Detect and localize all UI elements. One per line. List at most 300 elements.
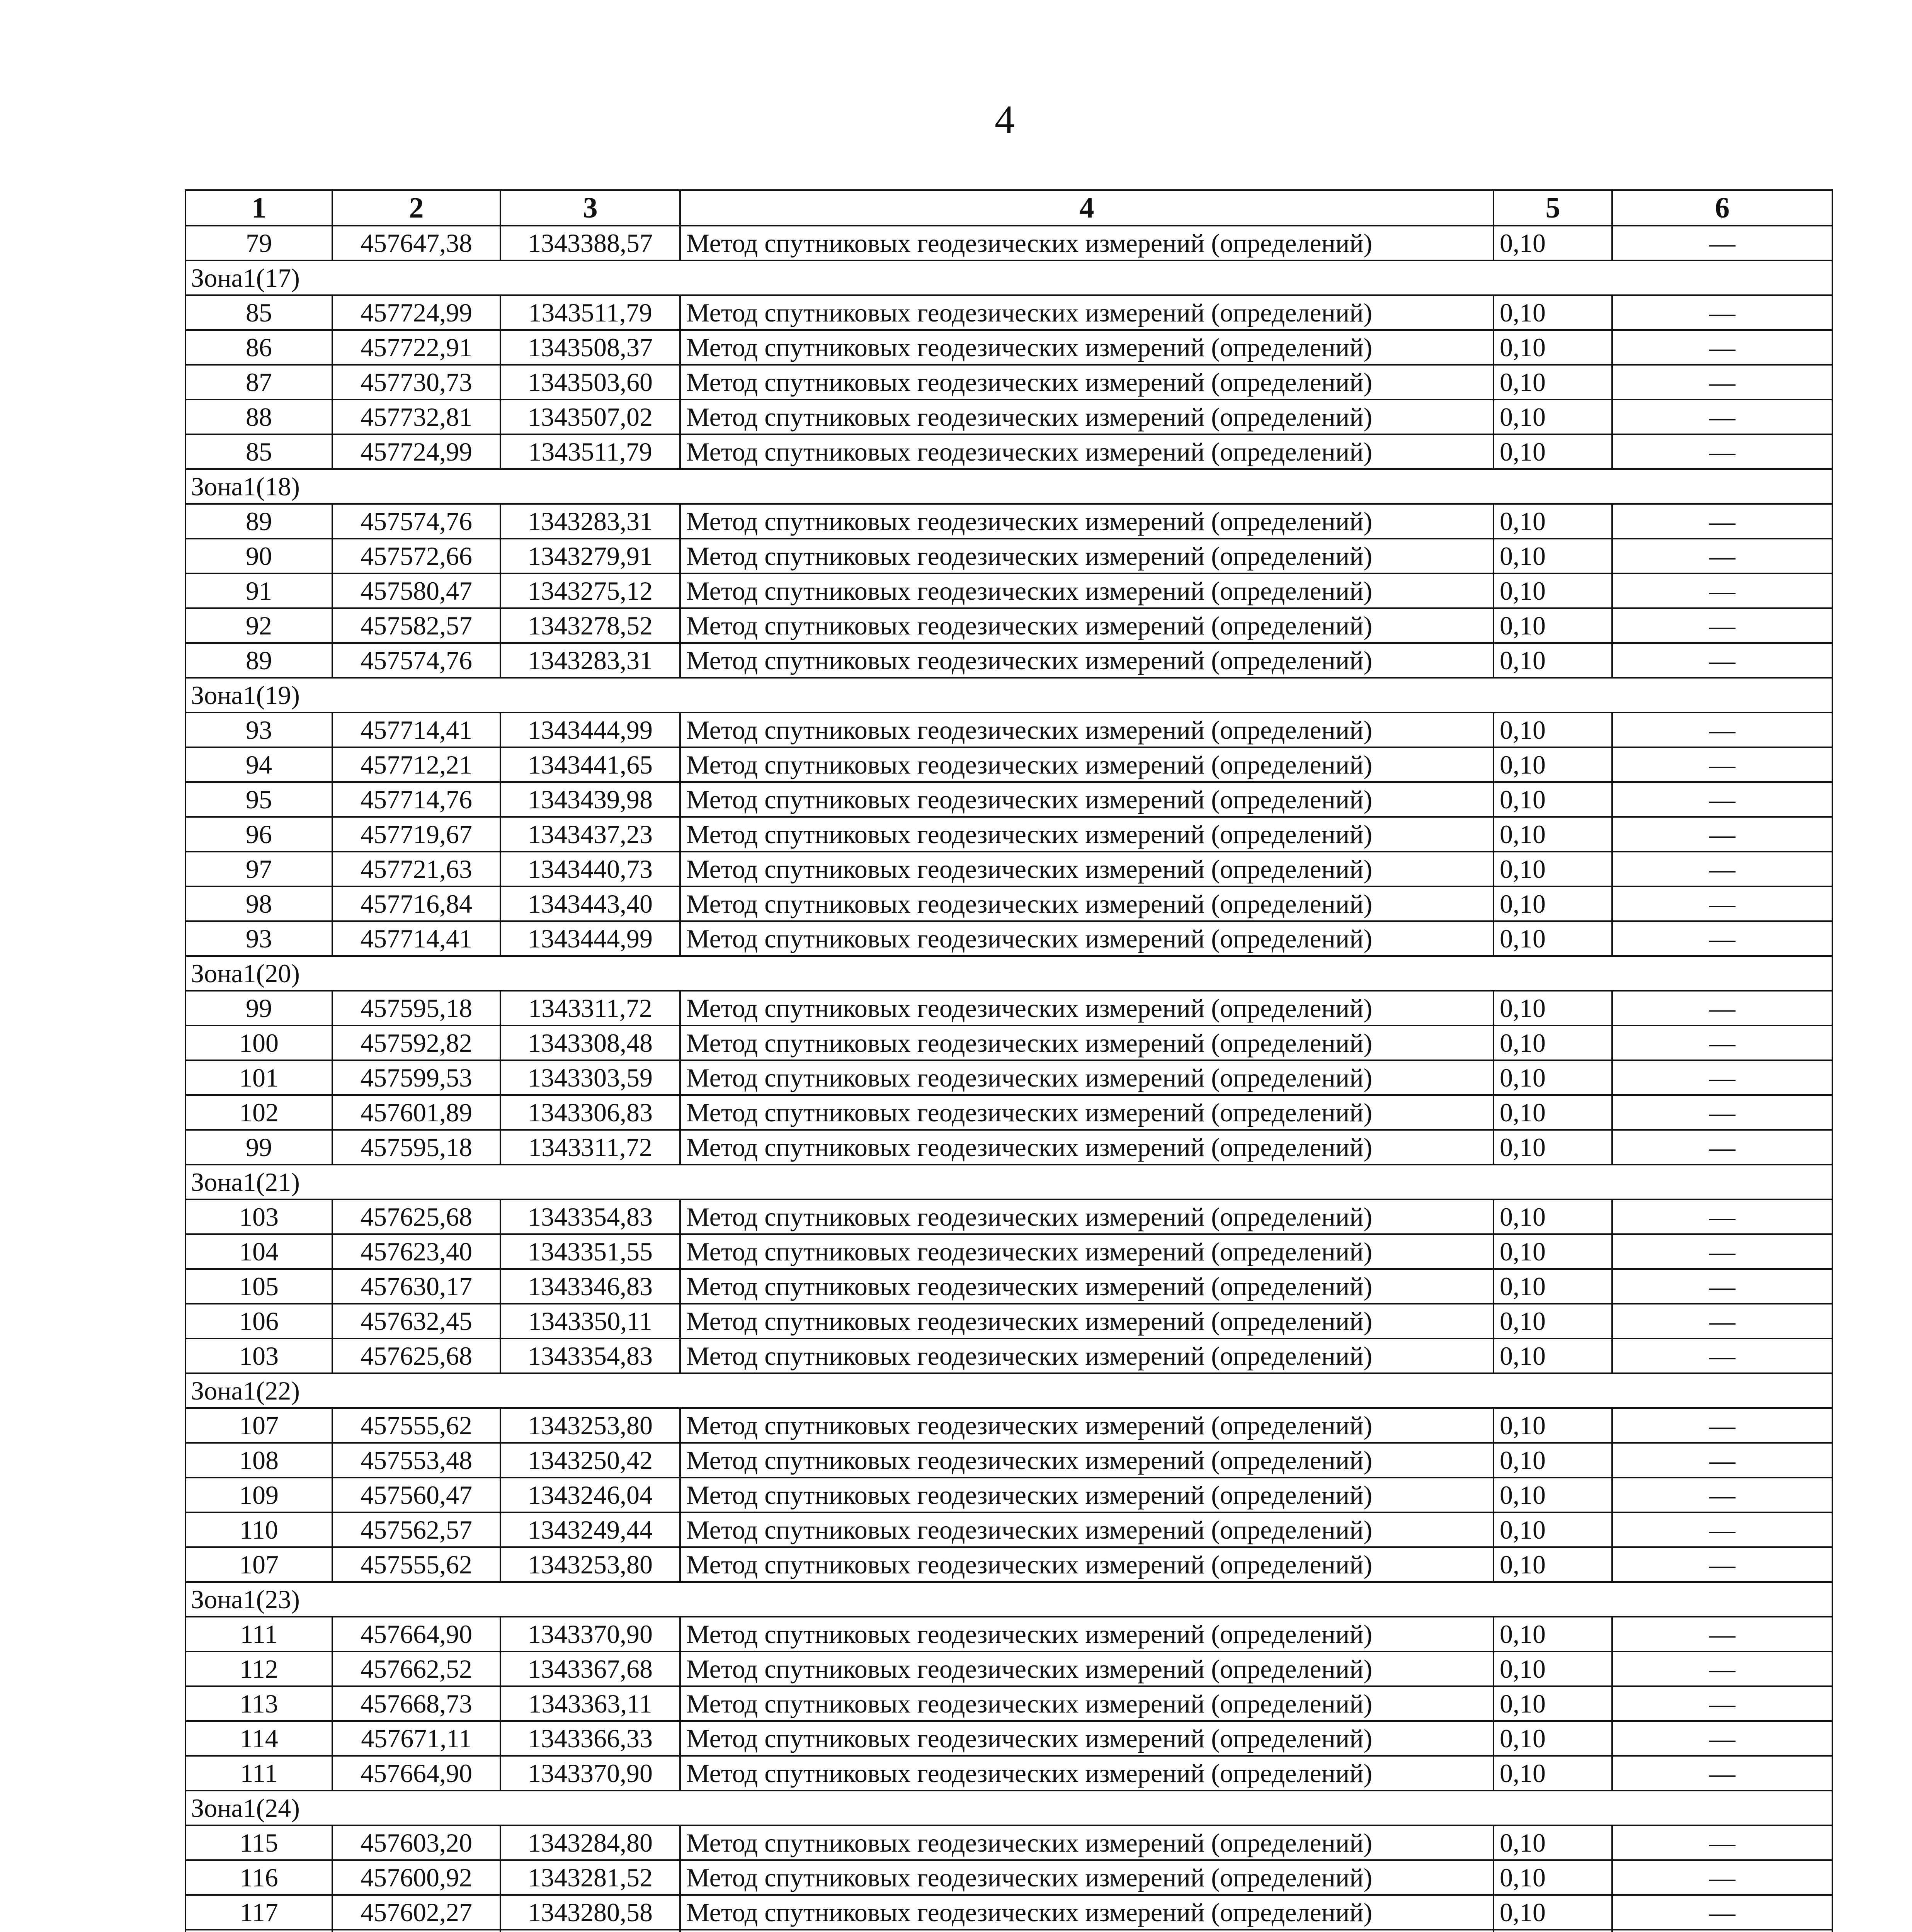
method-cell: Метод спутниковых геодезических измерений (определений) [680,1756,1494,1791]
point-number: 104 [185,1234,332,1269]
coordinate-x: 457595,18 [332,1130,500,1165]
coordinate-x: 457625,68 [332,1199,500,1234]
coordinate-x: 457592,82 [332,1026,500,1060]
table-row [185,1095,1832,1130]
point-number [185,1930,332,1932]
note-cell: — [1612,434,1832,469]
coordinate-x: 457647,38 [332,226,500,260]
coordinate-y: 1343350,11 [500,1304,680,1338]
note-cell: — [1612,747,1832,782]
accuracy-cell: 0,10 [1494,1547,1612,1582]
point-number: 111 [185,1617,332,1651]
table-row [185,1512,1832,1547]
note-cell: — [1612,504,1832,539]
method-cell: Метод спутниковых геодезических измерений (определений) [680,1199,1494,1234]
method-cell: Метод спутниковых геодезических измерений (определений) [680,991,1494,1026]
coordinate-y: 1343370,90 [500,1756,680,1791]
method-cell: Метод спутниковых геодезических измерений (определений) [680,1304,1494,1338]
accuracy-cell: 0,10 [1494,1338,1612,1373]
note-cell: — [1612,1617,1832,1651]
note-cell: — [1612,573,1832,608]
coordinate-y: 1343311,72 [500,991,680,1026]
accuracy-cell: 0,10 [1494,852,1612,886]
point-number: 116 [185,1860,332,1895]
accuracy-cell: 0,10 [1494,817,1612,852]
coordinate-y: 1343366,33 [500,1721,680,1756]
accuracy-cell: 0,10 [1494,1721,1612,1756]
accuracy-cell: 0,10 [1494,1825,1612,1860]
accuracy-cell: 0,10 [1494,1478,1612,1512]
table-row [185,1860,1832,1895]
point-number: 93 [185,713,332,747]
method-cell: Метод спутниковых геодезических измерений (определений) [680,1478,1494,1512]
coordinate-y: 1343351,55 [500,1234,680,1269]
zone-row [185,1373,1832,1408]
coordinate-x: 457722,91 [332,330,500,365]
table-row [185,1443,1832,1478]
coordinate-y: 1343437,23 [500,817,680,852]
coordinate-y: 1343354,83 [500,1338,680,1373]
coordinate-y: 1343439,98 [500,782,680,817]
note-cell: — [1612,1443,1832,1478]
coordinate-x: 457630,17 [332,1269,500,1304]
coordinate-y: 1343508,37 [500,330,680,365]
accuracy-cell: 0,10 [1494,295,1612,330]
point-number: 93 [185,921,332,956]
table-row [185,1060,1832,1095]
coordinate-y: 1343283,31 [500,504,680,539]
coordinate-x: 457602,27 [332,1895,500,1930]
accuracy-cell: 0,10 [1494,1860,1612,1895]
table-row [185,1825,1832,1860]
note-cell: — [1612,1408,1832,1443]
note-cell: — [1612,852,1832,886]
method-cell: Метод спутниковых геодезических измерений (определений) [680,1408,1494,1443]
note-cell: — [1612,330,1832,365]
coordinate-y: 1343444,99 [500,921,680,956]
table-row [185,1199,1832,1234]
note-cell: — [1612,1512,1832,1547]
coordinate-y: 1343281,52 [500,1860,680,1895]
accuracy-cell [1494,1930,1612,1932]
table-row [185,991,1832,1026]
point-number: 94 [185,747,332,782]
coordinate-x: 457632,45 [332,1304,500,1338]
note-cell: — [1612,1547,1832,1582]
table-row [185,226,1832,260]
method-cell: Метод спутниковых геодезических измерений (определений) [680,1860,1494,1895]
coordinate-y: 1343441,65 [500,747,680,782]
coordinate-x: 457600,92 [332,1860,500,1895]
coordinate-x: 457721,63 [332,852,500,886]
accuracy-cell: 0,10 [1494,1199,1612,1234]
accuracy-cell: 0,10 [1494,1269,1612,1304]
coordinate-y: 1343250,42 [500,1443,680,1478]
coordinate-y: 1343511,79 [500,295,680,330]
point-number: 106 [185,1304,332,1338]
point-number: 87 [185,365,332,400]
method-cell: Метод спутниковых геодезических измерений (определений) [680,782,1494,817]
point-number: 107 [185,1547,332,1582]
point-number: 96 [185,817,332,852]
coordinate-x: 457664,90 [332,1756,500,1791]
note-cell: — [1612,782,1832,817]
coordinates-table [185,189,1833,1932]
note-cell: — [1612,643,1832,678]
accuracy-cell: 0,10 [1494,921,1612,956]
note-cell: — [1612,400,1832,434]
coordinate-y: 1343253,80 [500,1408,680,1443]
coordinate-x: 457712,21 [332,747,500,782]
header-cell: 4 [680,190,1494,226]
coordinate-y: 1343303,59 [500,1060,680,1095]
note-cell: — [1612,1825,1832,1860]
zone-row [185,260,1832,295]
accuracy-cell: 0,10 [1494,1304,1612,1338]
coordinate-x: 457668,73 [332,1686,500,1721]
zone-label: Зона1(17) [185,260,1832,295]
accuracy-cell: 0,10 [1494,643,1612,678]
accuracy-cell: 0,10 [1494,713,1612,747]
accuracy-cell: 0,10 [1494,226,1612,260]
table-row [185,1930,1832,1932]
point-number: 114 [185,1721,332,1756]
note-cell: — [1612,1895,1832,1930]
note-cell: — [1612,1721,1832,1756]
header-cell: 3 [500,190,680,226]
coordinate-y: 1343249,44 [500,1512,680,1547]
coordinate-y: 1343253,80 [500,1547,680,1582]
accuracy-cell: 0,10 [1494,1130,1612,1165]
method-cell: Метод спутниковых геодезических измерений (определений) [680,1443,1494,1478]
table-row [185,608,1832,643]
point-number: 88 [185,400,332,434]
coordinate-y: 1343511,79 [500,434,680,469]
coordinate-x: 457714,76 [332,782,500,817]
coordinate-y [500,1930,680,1932]
point-number: 99 [185,991,332,1026]
point-number: 117 [185,1895,332,1930]
coordinate-y: 1343278,52 [500,608,680,643]
coordinate-x: 457714,41 [332,713,500,747]
table-row [185,434,1832,469]
coordinate-x: 457719,67 [332,817,500,852]
coordinate-x: 457623,40 [332,1234,500,1269]
table-body [185,226,1832,1932]
method-cell: Метод спутниковых геодезических измерений (определений) [680,226,1494,260]
point-number: 109 [185,1478,332,1512]
point-number: 95 [185,782,332,817]
point-number: 111 [185,1756,332,1791]
table-row [185,1617,1832,1651]
header-cell: 2 [332,190,500,226]
zone-row [185,1165,1832,1199]
coordinate-x: 457595,18 [332,991,500,1026]
zone-row [185,1582,1832,1617]
point-number: 97 [185,852,332,886]
method-cell: Метод спутниковых геодезических измерений (определений) [680,365,1494,400]
note-cell: — [1612,1026,1832,1060]
point-number: 115 [185,1825,332,1860]
table-row [185,643,1832,678]
accuracy-cell: 0,10 [1494,1512,1612,1547]
table-row [185,1895,1832,1930]
point-number: 102 [185,1095,332,1130]
point-number: 85 [185,434,332,469]
header-row [185,190,1832,226]
method-cell: Метод спутниковых геодезических измерений (определений) [680,1095,1494,1130]
accuracy-cell: 0,10 [1494,1651,1612,1686]
zone-row [185,1791,1832,1825]
note-cell: — [1612,295,1832,330]
note-cell: — [1612,921,1832,956]
coordinate-x: 457601,89 [332,1095,500,1130]
accuracy-cell: 0,10 [1494,782,1612,817]
point-number: 110 [185,1512,332,1547]
method-cell: Метод спутниковых геодезических измерений (определений) [680,330,1494,365]
method-cell: Метод спутниковых геодезических измерений (определений) [680,539,1494,573]
table-row [185,330,1832,365]
method-cell: Метод спутниковых геодезических измерений (определений) [680,608,1494,643]
coordinate-x: 457730,73 [332,365,500,400]
page-number: 4 [995,97,1015,142]
coordinate-y: 1343346,83 [500,1269,680,1304]
note-cell: — [1612,1686,1832,1721]
table-row [185,504,1832,539]
method-cell [680,1930,1494,1932]
method-cell: Метод спутниковых геодезических измерений (определений) [680,1338,1494,1373]
method-cell: Метод спутниковых геодезических измерений (определений) [680,1547,1494,1582]
accuracy-cell: 0,10 [1494,1617,1612,1651]
note-cell: — [1612,713,1832,747]
point-number: 103 [185,1338,332,1373]
note-cell: — [1612,1651,1832,1686]
table-row [185,1130,1832,1165]
note-cell: — [1612,365,1832,400]
accuracy-cell: 0,10 [1494,1408,1612,1443]
method-cell: Метод спутниковых геодезических измерений (определений) [680,747,1494,782]
method-cell: Метод спутниковых геодезических измерений (определений) [680,1825,1494,1860]
accuracy-cell: 0,10 [1494,1060,1612,1095]
zone-label: Зона1(22) [185,1373,1832,1408]
coordinate-y: 1343367,68 [500,1651,680,1686]
method-cell: Метод спутниковых геодезических измерений (определений) [680,1721,1494,1756]
coordinate-x: 457582,57 [332,608,500,643]
header-cell: 1 [185,190,332,226]
coordinate-y: 1343306,83 [500,1095,680,1130]
accuracy-cell: 0,10 [1494,1026,1612,1060]
accuracy-cell: 0,10 [1494,1443,1612,1478]
coordinate-x: 457580,47 [332,573,500,608]
accuracy-cell: 0,10 [1494,1756,1612,1791]
table-row [185,1234,1832,1269]
coordinate-y: 1343308,48 [500,1026,680,1060]
coordinate-x [332,1930,500,1932]
method-cell: Метод спутниковых геодезических измерений (определений) [680,400,1494,434]
method-cell: Метод спутниковых геодезических измерений (определений) [680,643,1494,678]
coordinate-x: 457560,47 [332,1478,500,1512]
coordinate-y: 1343363,11 [500,1686,680,1721]
coordinate-x: 457724,99 [332,295,500,330]
accuracy-cell: 0,10 [1494,573,1612,608]
coordinate-x: 457724,99 [332,434,500,469]
coordinate-y: 1343443,40 [500,886,680,921]
table-row [185,852,1832,886]
method-cell: Метод спутниковых геодезических измерений (определений) [680,886,1494,921]
note-cell: — [1612,226,1832,260]
coordinate-y: 1343444,99 [500,713,680,747]
method-cell: Метод спутниковых геодезических измерений (определений) [680,1130,1494,1165]
accuracy-cell: 0,10 [1494,400,1612,434]
note-cell: — [1612,608,1832,643]
zone-row [185,678,1832,713]
coordinate-x: 457553,48 [332,1443,500,1478]
point-number: 107 [185,1408,332,1443]
table-row [185,1651,1832,1686]
point-number: 91 [185,573,332,608]
table-row [185,1338,1832,1373]
point-number: 92 [185,608,332,643]
note-cell: — [1612,886,1832,921]
coordinate-x: 457572,66 [332,539,500,573]
coordinate-y: 1343440,73 [500,852,680,886]
coordinate-y: 1343279,91 [500,539,680,573]
table-row [185,713,1832,747]
coordinate-y: 1343354,83 [500,1199,680,1234]
method-cell: Метод спутниковых геодезических измерений (определений) [680,434,1494,469]
coordinate-x: 457732,81 [332,400,500,434]
accuracy-cell: 0,10 [1494,365,1612,400]
point-number: 103 [185,1199,332,1234]
zone-label: Зона1(20) [185,956,1832,991]
table-row [185,1547,1832,1582]
note-cell: — [1612,1234,1832,1269]
table-row [185,1269,1832,1304]
coordinate-x: 457625,68 [332,1338,500,1373]
accuracy-cell: 0,10 [1494,434,1612,469]
method-cell: Метод спутниковых геодезических измерений (определений) [680,921,1494,956]
coordinate-x: 457714,41 [332,921,500,956]
method-cell: Метод спутниковых геодезических измерений (определений) [680,1617,1494,1651]
note-cell: — [1612,1095,1832,1130]
coordinate-y: 1343507,02 [500,400,680,434]
accuracy-cell: 0,10 [1494,747,1612,782]
note-cell: — [1612,1478,1832,1512]
coordinate-x: 457716,84 [332,886,500,921]
accuracy-cell: 0,10 [1494,886,1612,921]
table-row [185,817,1832,852]
point-number: 101 [185,1060,332,1095]
header-cell: 6 [1612,190,1832,226]
table-row [185,1026,1832,1060]
coordinate-y: 1343311,72 [500,1130,680,1165]
header-cell: 5 [1494,190,1612,226]
point-number: 90 [185,539,332,573]
coordinate-x: 457562,57 [332,1512,500,1547]
note-cell: — [1612,1199,1832,1234]
zone-label: Зона1(24) [185,1791,1832,1825]
coordinate-x: 457662,52 [332,1651,500,1686]
method-cell: Метод спутниковых геодезических измерений (определений) [680,1651,1494,1686]
accuracy-cell: 0,10 [1494,539,1612,573]
point-number: 105 [185,1269,332,1304]
method-cell: Метод спутниковых геодезических измерений (определений) [680,295,1494,330]
zone-label: Зона1(21) [185,1165,1832,1199]
point-number: 86 [185,330,332,365]
table-row [185,1686,1832,1721]
table-row [185,1408,1832,1443]
table-row [185,1304,1832,1338]
point-number: 89 [185,643,332,678]
accuracy-cell: 0,10 [1494,608,1612,643]
table-row [185,539,1832,573]
accuracy-cell: 0,10 [1494,330,1612,365]
point-number: 85 [185,295,332,330]
coordinate-x: 457671,11 [332,1721,500,1756]
note-cell: — [1612,817,1832,852]
note-cell [1612,1930,1832,1932]
method-cell: Метод спутниковых геодезических измерений (определений) [680,504,1494,539]
accuracy-cell: 0,10 [1494,1686,1612,1721]
table-row [185,295,1832,330]
coordinate-x: 457603,20 [332,1825,500,1860]
note-cell: — [1612,1860,1832,1895]
point-number: 113 [185,1686,332,1721]
table-row [185,1756,1832,1791]
table-row [185,747,1832,782]
note-cell: — [1612,1130,1832,1165]
note-cell: — [1612,539,1832,573]
coordinate-y: 1343280,58 [500,1895,680,1930]
method-cell: Метод спутниковых геодезических измерений (определений) [680,713,1494,747]
table-row [185,886,1832,921]
zone-row [185,956,1832,991]
method-cell: Метод спутниковых геодезических измерений (определений) [680,852,1494,886]
accuracy-cell: 0,10 [1494,991,1612,1026]
method-cell: Метод спутниковых геодезических измерений (определений) [680,817,1494,852]
table-row [185,1478,1832,1512]
table-row [185,573,1832,608]
method-cell: Метод спутниковых геодезических измерений (определений) [680,1060,1494,1095]
note-cell: — [1612,1060,1832,1095]
accuracy-cell: 0,10 [1494,1095,1612,1130]
method-cell: Метод спутниковых геодезических измерений (определений) [680,1686,1494,1721]
coordinate-y: 1343283,31 [500,643,680,678]
point-number: 100 [185,1026,332,1060]
coordinate-x: 457555,62 [332,1408,500,1443]
coordinate-x: 457664,90 [332,1617,500,1651]
coordinate-y: 1343388,57 [500,226,680,260]
zone-label: Зона1(19) [185,678,1832,713]
coordinate-y: 1343284,80 [500,1825,680,1860]
coordinate-x: 457555,62 [332,1547,500,1582]
zone-row [185,469,1832,504]
coordinate-y: 1343246,04 [500,1478,680,1512]
table-row [185,400,1832,434]
accuracy-cell: 0,10 [1494,1895,1612,1930]
table-row [185,1721,1832,1756]
table-row [185,365,1832,400]
method-cell: Метод спутниковых геодезических измерений (определений) [680,1234,1494,1269]
accuracy-cell: 0,10 [1494,1234,1612,1269]
table-row [185,921,1832,956]
note-cell: — [1612,1756,1832,1791]
method-cell: Метод спутниковых геодезических измерений (определений) [680,1512,1494,1547]
coordinate-y: 1343503,60 [500,365,680,400]
point-number: 112 [185,1651,332,1686]
point-number: 98 [185,886,332,921]
coordinate-y: 1343275,12 [500,573,680,608]
